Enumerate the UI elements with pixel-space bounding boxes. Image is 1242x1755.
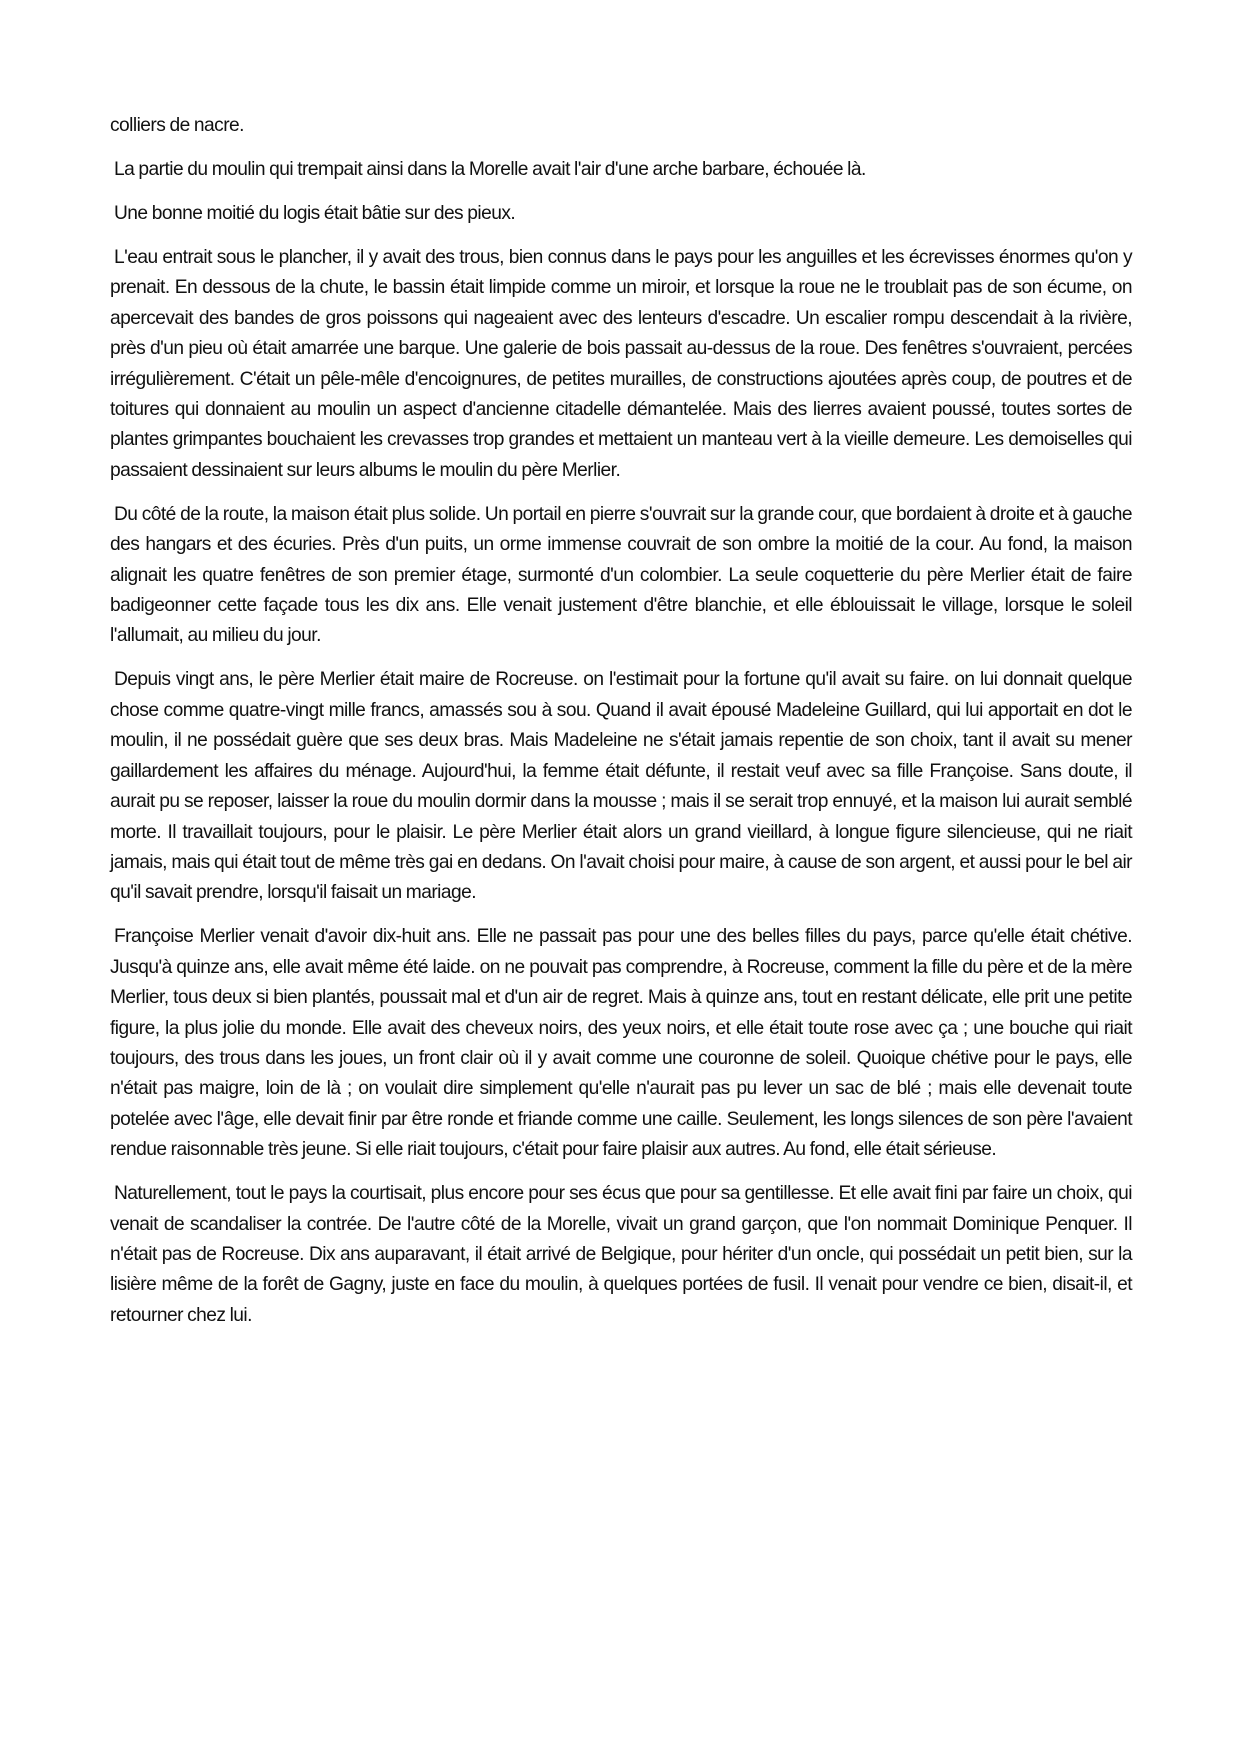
paragraph-logis-pieux: Une bonne moitié du logis était bâtie sur des pieux. [114, 203, 516, 224]
paragraph-francoise-merlier: Françoise Merlier venait d'avoir dix-huit ans. Elle ne passait pas pour une des belles filles du pays, parce qu'elle était chétive. Jusqu'à quinze ans, elle avait même été laide. on ne pouvait pas comprendre, à Rocreuse, comment la fille du père et de la mère Merlier, tous deux si bien plantés, poussait mal et d'un air de regret. Mais à quinze ans, tout en restant délicate, elle prit une petite figure, la plus jolie du monde. Elle avait des cheveux noirs, des yeux noirs, et elle était toute rose avec ça ; une bouche qui riait toujours, des trous dans les joues, un front clair où il y avait comme une couronne de soleil. Quoique chétive pour le pays, elle n'était pas maigre, loin de là ; on voulait dire simplement qu'elle n'aurait pas pu lever un sac de blé ; mais elle devenait toute potelée avec l'âge, elle devait finir par être ronde et friande comme une caille. Seulement, les longs silences de son père l'avaient rendue raisonnable très jeune. Si elle riait toujours, c'était pour faire plaisir aux autres. Au fond, elle était sérieuse. [110, 926, 1132, 1161]
paragraph-dominique-penquer: Naturellement, tout le pays la courtisait, plus encore pour ses écus que pour sa gentillesse. Et elle avait fini par faire un choix, qui venait de scandaliser la contrée. De l'autre côté de la Morelle, vivait un grand garçon, que l'on nommait Dominique Penquer. Il n'était pas de Rocreuse. Dix ans auparavant, il était arrivé de Belgique, pour hériter d'un oncle, qui possédait un petit bien, sur la lisière même de la forêt de Gagny, juste en face du moulin, à quelques portées de fusil. Il venait pour vendre ce bien, disait-il, et retourner chez lui. [110, 1183, 1132, 1326]
document-page [110, 111, 1132, 1345]
paragraph-arche-barbare: La partie du moulin qui trempait ainsi dans la Morelle avait l'air d'une arche barbare, échouée là. [114, 159, 866, 180]
paragraph-description-moulin: L'eau entrait sous le plancher, il y avait des trous, bien connus dans le pays pour les anguilles et les écrevisses énormes qu'on y prenait. En dessous de la chute, le bassin était limpide comme un miroir, et lorsque la roue ne le troublait pas de son écume, on apercevait des bandes de gros poissons qui nageaient avec des lenteurs d'escadre. Un escalier rompu descendait à la rivière, près d'un pieu où était amarrée une barque. Une galerie de bois passait au-dessus de la roue. Des fenêtres s'ouvraient, percées irrégulièrement. C'était un pêle-mêle d'encoignures, de petites murailles, de constructions ajoutées après coup, de poutres et de toitures qui donnaient au moulin un aspect d'ancienne citadelle démantelée. Mais des lierres avaient poussé, toutes sortes de plantes grimpantes bouchaient les crevasses trop grandes et mettaient un manteau vert à la vieille demeure. Les demoiselles qui passaient dessinaient sur leurs albums le moulin du père Merlier. [110, 247, 1132, 481]
paragraph-cote-route: Du côté de la route, la maison était plus solide. Un portail en pierre s'ouvrait sur la grande cour, que bordaient à droite et à gauche des hangars et des écuries. Près d'un puits, un orme immense couvrait de son ombre la moitié de la cour. Au fond, la maison alignait les quatre fenêtres de son premier étage, surmonté d'un colombier. La seule coquetterie du père Merlier était de faire badigeonner cette façade tous les dix ans. Elle venait justement d'être blanchie, et elle éblouissait le village, lorsque le soleil l'allumait, au milieu du jour. [110, 503, 1132, 647]
paragraph-pere-merlier: Depuis vingt ans, le père Merlier était maire de Rocreuse. on l'estimait pour la fortune qu'il avait su faire. on lui donnait quelque chose comme quatre-vingt mille francs, amassés sou à sou. Quand il avait épousé Madeleine Guillard, qui lui apportait en dot le moulin, il ne possédait guère que ses deux bras. Mais Madeleine ne s'était jamais repentie de son choix, tant il avait su mener gaillardement les affaires du ménage. Aujourd'hui, la femme était défunte, il restait veuf avec sa fille Françoise. Sans doute, il aurait pu se reposer, laisser la roue du moulin dormir dans la mousse ; mais il se serait trop ennuyé, et la maison lui aurait semblé morte. Il travaillait toujours, pour le plaisir. Le père Merlier était alors un grand vieillard, à longue figure silencieuse, qui ne riait jamais, mais qui était tout de même très gai en dedans. On l'avait choisi pour maire, à cause de son argent, et aussi pour le bel air qu'il savait prendre, lorsqu'il faisait un mariage. [110, 669, 1132, 904]
paragraph-continuation: colliers de nacre. [110, 115, 244, 136]
